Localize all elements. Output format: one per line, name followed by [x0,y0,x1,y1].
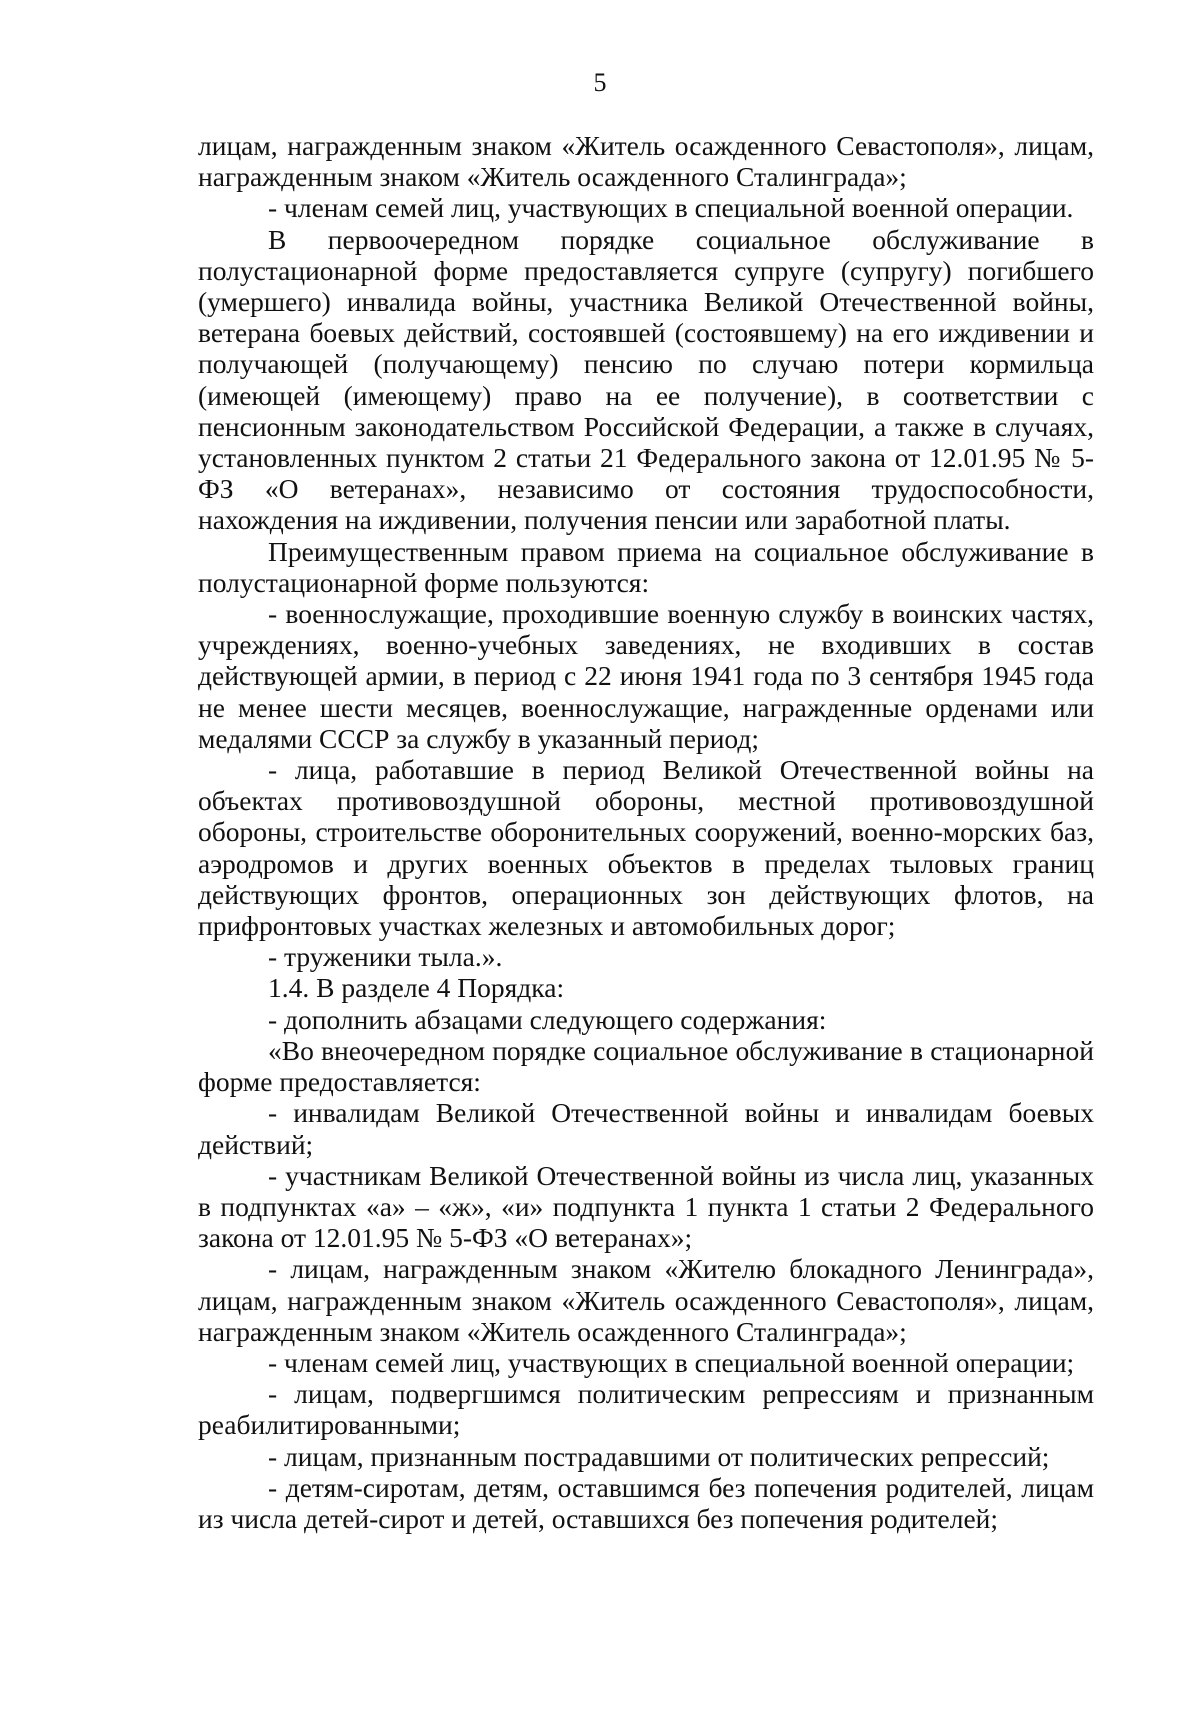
paragraph-continuation: лицам, награжденным знаком «Житель осажденного Севастополя», лицам, награжденным знаком «Житель осажденного Сталинграда»; [198,130,1094,193]
paragraph: - членам семей лиц, участвующих в специальной военной операции; [268,1346,1075,1378]
paragraph: - членам семей лиц, участвующих в специальной военной операции. [268,192,1074,224]
paragraph: - инвалидам Великой Отечественной войны и инвалидам боевых действий; [198,1097,1094,1160]
paragraph: Преимущественным правом приема на социальное обслуживание в полустационарной форме пользуются: [198,535,1094,598]
paragraph: - участникам Великой Отечественной войны из числа лиц, указанных в подпунктах «а» – «ж», «и» подпункта 1 пункта 1 статьи 2 Федерального закона от 12.01.95 № 5-ФЗ «О ветеранах»; [198,1159,1094,1254]
paragraph: 1.4. В разделе 4 Порядка: [268,972,565,1004]
document-body [198,130,1094,1534]
paragraph: «Во внеочередном порядке социальное обслуживание в стационарной форме предоставляется: [198,1034,1094,1098]
paragraph: - лицам, подвергшимся политическим репрессиям и признанным реабилитированными; [198,1378,1094,1441]
paragraph: - лицам, признанным пострадавшими от политических репрессий; [268,1440,1050,1472]
paragraph: - военнослужащие, проходившие военную службу в воинских частях, учреждениях, военно-учебных заведениях, не входивших в состав действующей армии, в период с 22 июня 1941 года по 3 сентября 1945 года не менее шести месяцев, военнослужащие, награжденные орденами или медалями СССР за службу в указанный период; [198,598,1094,754]
paragraph: - детям-сиротам, детям, оставшимся без попечения родителей, лицам из числа детей-сирот и детей, оставшихся без попечения родителей; [198,1471,1094,1534]
paragraph: - дополнить абзацами следующего содержания: [268,1003,827,1035]
page-number: 5 [593,68,607,97]
paragraph: - труженики тыла.». [268,941,503,973]
paragraph: В первоочередном порядке социальное обслуживание в полустационарной форме предоставляется супруге (супругу) погибшего (умершего) инвалида войны, участника Великой Отечественной войны, ветерана боевых действий, состоявшей (состоявшему) на его иждивении и получающей (получающему) пенсию по случаю потери кормильца (имеющей (имеющему) право на ее получение), в соответствии с пенсионным законодательством Российской Федерации, а также в случаях, установленных пунктом 2 статьи 21 Федерального закона от 12.01.95 № 5-ФЗ «О ветеранах», независимо от состояния трудоспособности, нахождения на иждивении, получения пенсии или заработной платы. [198,223,1094,536]
paragraph: - лицам, награжденным знаком «Жителю блокадного Ленинграда», лицам, награжденным знаком «Житель осажденного Севастополя», лицам, награжденным знаком «Житель осажденного Сталинграда»; [198,1253,1094,1347]
paragraph: - лица, работавшие в период Великой Отечественной войны на объектах противовоздушной обороны, местной противовоздушной обороны, строительстве оборонительных сооружений, военно-морских баз, аэродромов и других военных объектов в пределах тыловых границ действующих фронтов, операционных зон действующих флотов, на прифронтовых участках железных и автомобильных дорог; [198,754,1094,942]
